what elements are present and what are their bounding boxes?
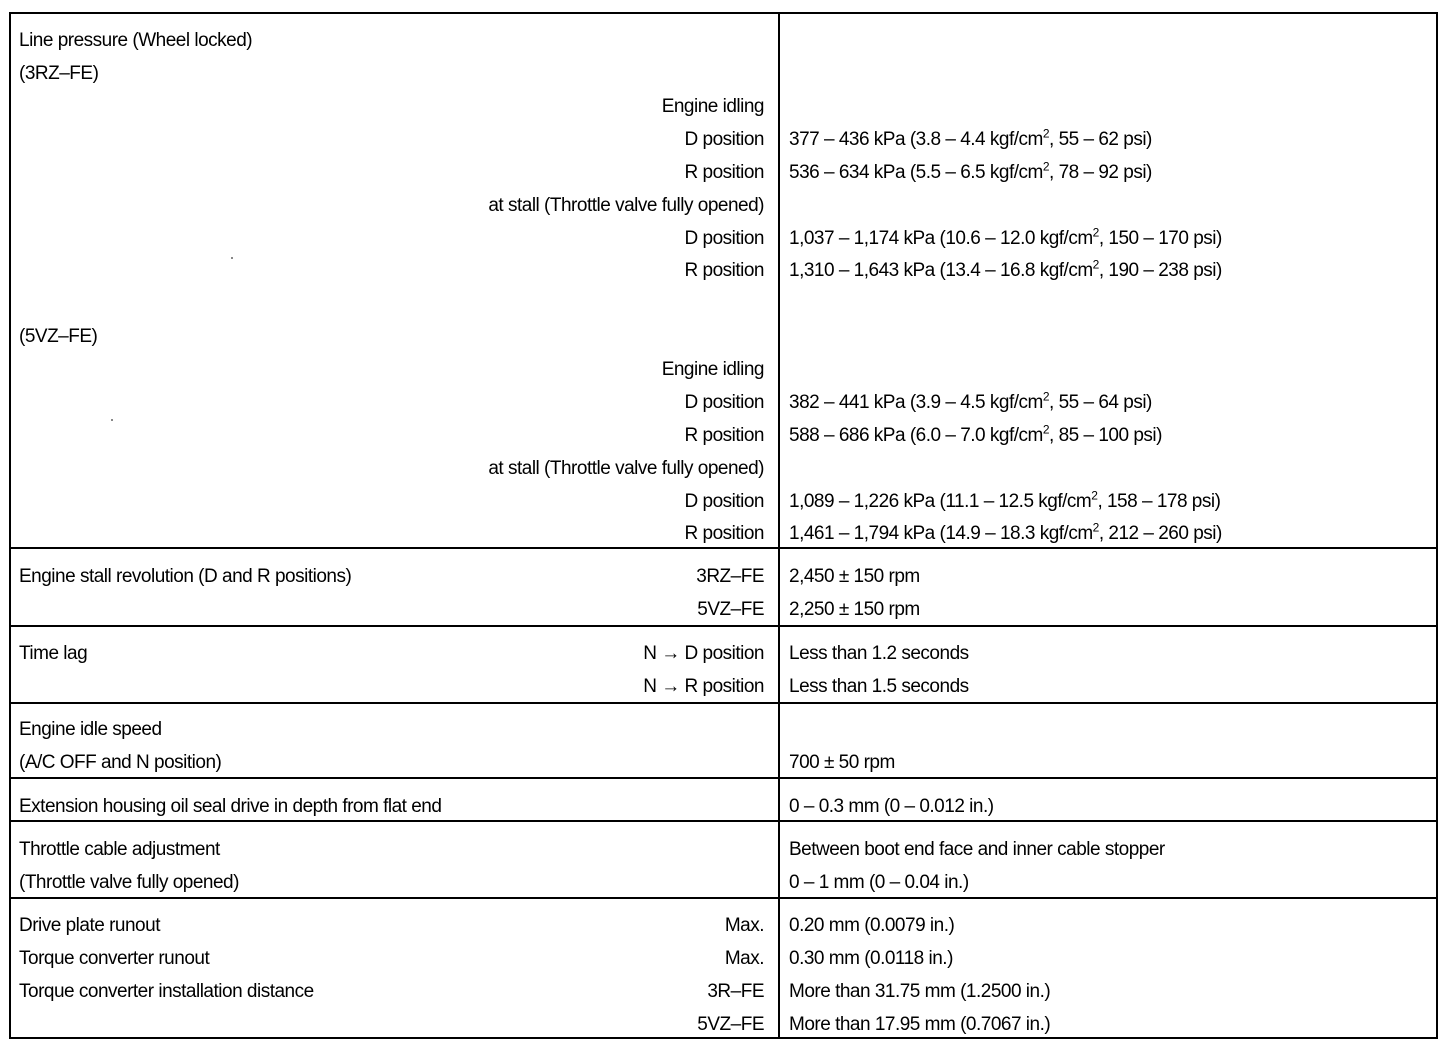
engine-label: 5VZ–FE [697, 599, 764, 620]
runout-value: 0.30 mm (0.0118 in.) [789, 948, 953, 969]
runout-label: Torque converter installation distance [19, 981, 314, 1002]
pressure-row [11, 222, 1436, 255]
position-label: D position [684, 129, 764, 150]
time-lag-value: Less than 1.2 seconds [789, 643, 969, 664]
section-divider [11, 820, 1436, 822]
line-pressure-title: Line pressure (Wheel locked) [19, 30, 253, 51]
scan-speck [231, 257, 233, 259]
pressure-row [11, 386, 1436, 419]
idling-5vz-row [11, 353, 1436, 386]
throttle-cable-value: Between boot end face and inner cable stopper [789, 839, 1165, 860]
pressure-row [11, 254, 1436, 287]
oil-seal-label: Extension housing oil seal drive in depth from flat end [19, 796, 442, 817]
runout-value: More than 17.95 mm (0.7067 in.) [789, 1014, 1051, 1035]
runout-row [11, 1008, 1436, 1041]
shift-label: N → R position [643, 676, 764, 697]
position-label: R position [684, 425, 764, 446]
pressure-value: 588 – 686 kPa (6.0 – 7.0 kgf/$cm^2$, 85 – 100 psi) [789, 422, 1162, 446]
stall-revolution-row [11, 593, 1436, 626]
time-lag-row [11, 670, 1436, 703]
pressure-value: 1,461 – 1,794 kPa (14.9 – 18.3 kgf/$cm^2$, 212 – 260 psi) [789, 520, 1222, 544]
engine-5vz-label: (5VZ–FE) [19, 326, 98, 347]
pressure-value: 377 – 436 kPa (3.8 – 4.4 kgf/$cm^2$, 55 – 62 psi) [789, 126, 1152, 150]
runout-label: Drive plate runout [19, 915, 160, 936]
runout-qualifier: 5VZ–FE [697, 1014, 764, 1035]
runout-row [11, 942, 1436, 975]
time-lag-value: Less than 1.5 seconds [789, 676, 969, 697]
runout-row [11, 909, 1436, 942]
position-label: R position [684, 523, 764, 544]
runout-label: Torque converter runout [19, 948, 210, 969]
engine-3rz-label: (3RZ–FE) [19, 63, 99, 84]
throttle-cable-condition: (Throttle valve fully opened) [19, 872, 239, 893]
position-label: R position [684, 162, 764, 183]
position-label: D position [684, 228, 764, 249]
idle-speed-row [11, 746, 1436, 779]
throttle-cable-label: Throttle cable adjustment [19, 839, 220, 860]
stall-5vz-row [11, 452, 1436, 485]
position-label: R position [684, 260, 764, 281]
engine-label: 3RZ–FE [696, 566, 764, 587]
throttle-cable-row [11, 866, 1436, 899]
stall-revolution-row [11, 560, 1436, 593]
engine-5vz-row [11, 320, 1436, 353]
runout-qualifier: Max. [724, 915, 764, 936]
pressure-row [11, 419, 1436, 452]
idling-3rz-row [11, 90, 1436, 123]
idling-label: Engine idling [661, 359, 764, 380]
stall-label: at stall (Throttle valve fully opened) [488, 195, 764, 216]
position-label: D position [684, 491, 764, 512]
pressure-value: 1,037 – 1,174 kPa (10.6 – 12.0 kgf/$cm^2$, 150 – 170 psi) [789, 225, 1222, 249]
stall-revolution-label: Engine stall revolution (D and R positions) [19, 566, 352, 587]
pressure-value: 536 – 634 kPa (5.5 – 6.5 kgf/$cm^2$, 78 – 92 psi) [789, 159, 1152, 183]
section-divider [11, 625, 1436, 627]
idle-speed-label: Engine idle speed [19, 719, 162, 740]
runout-qualifier: Max. [724, 948, 764, 969]
pressure-row [11, 485, 1436, 518]
pressure-value: 1,310 – 1,643 kPa (13.4 – 16.8 kgf/$cm^2$, 190 – 238 psi) [789, 257, 1222, 281]
time-lag-row [11, 637, 1436, 670]
throttle-cable-clearance: 0 – 1 mm (0 – 0.04 in.) [789, 872, 969, 893]
pressure-value: 382 – 441 kPa (3.9 – 4.5 kgf/$cm^2$, 55 – 64 psi) [789, 389, 1152, 413]
runout-value: More than 31.75 mm (1.2500 in.) [789, 981, 1051, 1002]
spec-table [9, 12, 1438, 1039]
runout-value: 0.20 mm (0.0079 in.) [789, 915, 955, 936]
section-divider [11, 777, 1436, 779]
stall-label: at stall (Throttle valve fully opened) [488, 458, 764, 479]
rpm-value: 2,250 ± 150 rpm [789, 599, 920, 620]
runout-row [11, 975, 1436, 1008]
line-pressure-title-row [11, 24, 1436, 57]
oil-seal-row [11, 790, 1436, 823]
engine-3rz-row [11, 57, 1436, 90]
idle-speed-row [11, 713, 1436, 746]
pressure-row [11, 156, 1436, 189]
pressure-row [11, 517, 1436, 550]
time-lag-label: Time lag [19, 643, 88, 664]
idling-label: Engine idling [661, 96, 764, 117]
idle-speed-value: 700 ± 50 rpm [789, 752, 895, 773]
shift-label: N → D position [643, 643, 764, 664]
pressure-row [11, 123, 1436, 156]
pressure-value: 1,089 – 1,226 kPa (11.1 – 12.5 kgf/$cm^2$, 158 – 178 psi) [789, 488, 1221, 512]
throttle-cable-row [11, 833, 1436, 866]
section-divider [11, 702, 1436, 704]
section-divider [11, 547, 1436, 549]
scan-speck [111, 419, 113, 421]
runout-qualifier: 3R–FE [707, 981, 764, 1002]
oil-seal-value: 0 – 0.3 mm (0 – 0.012 in.) [789, 796, 994, 817]
position-label: D position [684, 392, 764, 413]
stall-3rz-row [11, 189, 1436, 222]
section-divider [11, 897, 1436, 899]
idle-speed-condition: (A/C OFF and N position) [19, 752, 222, 773]
rpm-value: 2,450 ± 150 rpm [789, 566, 920, 587]
